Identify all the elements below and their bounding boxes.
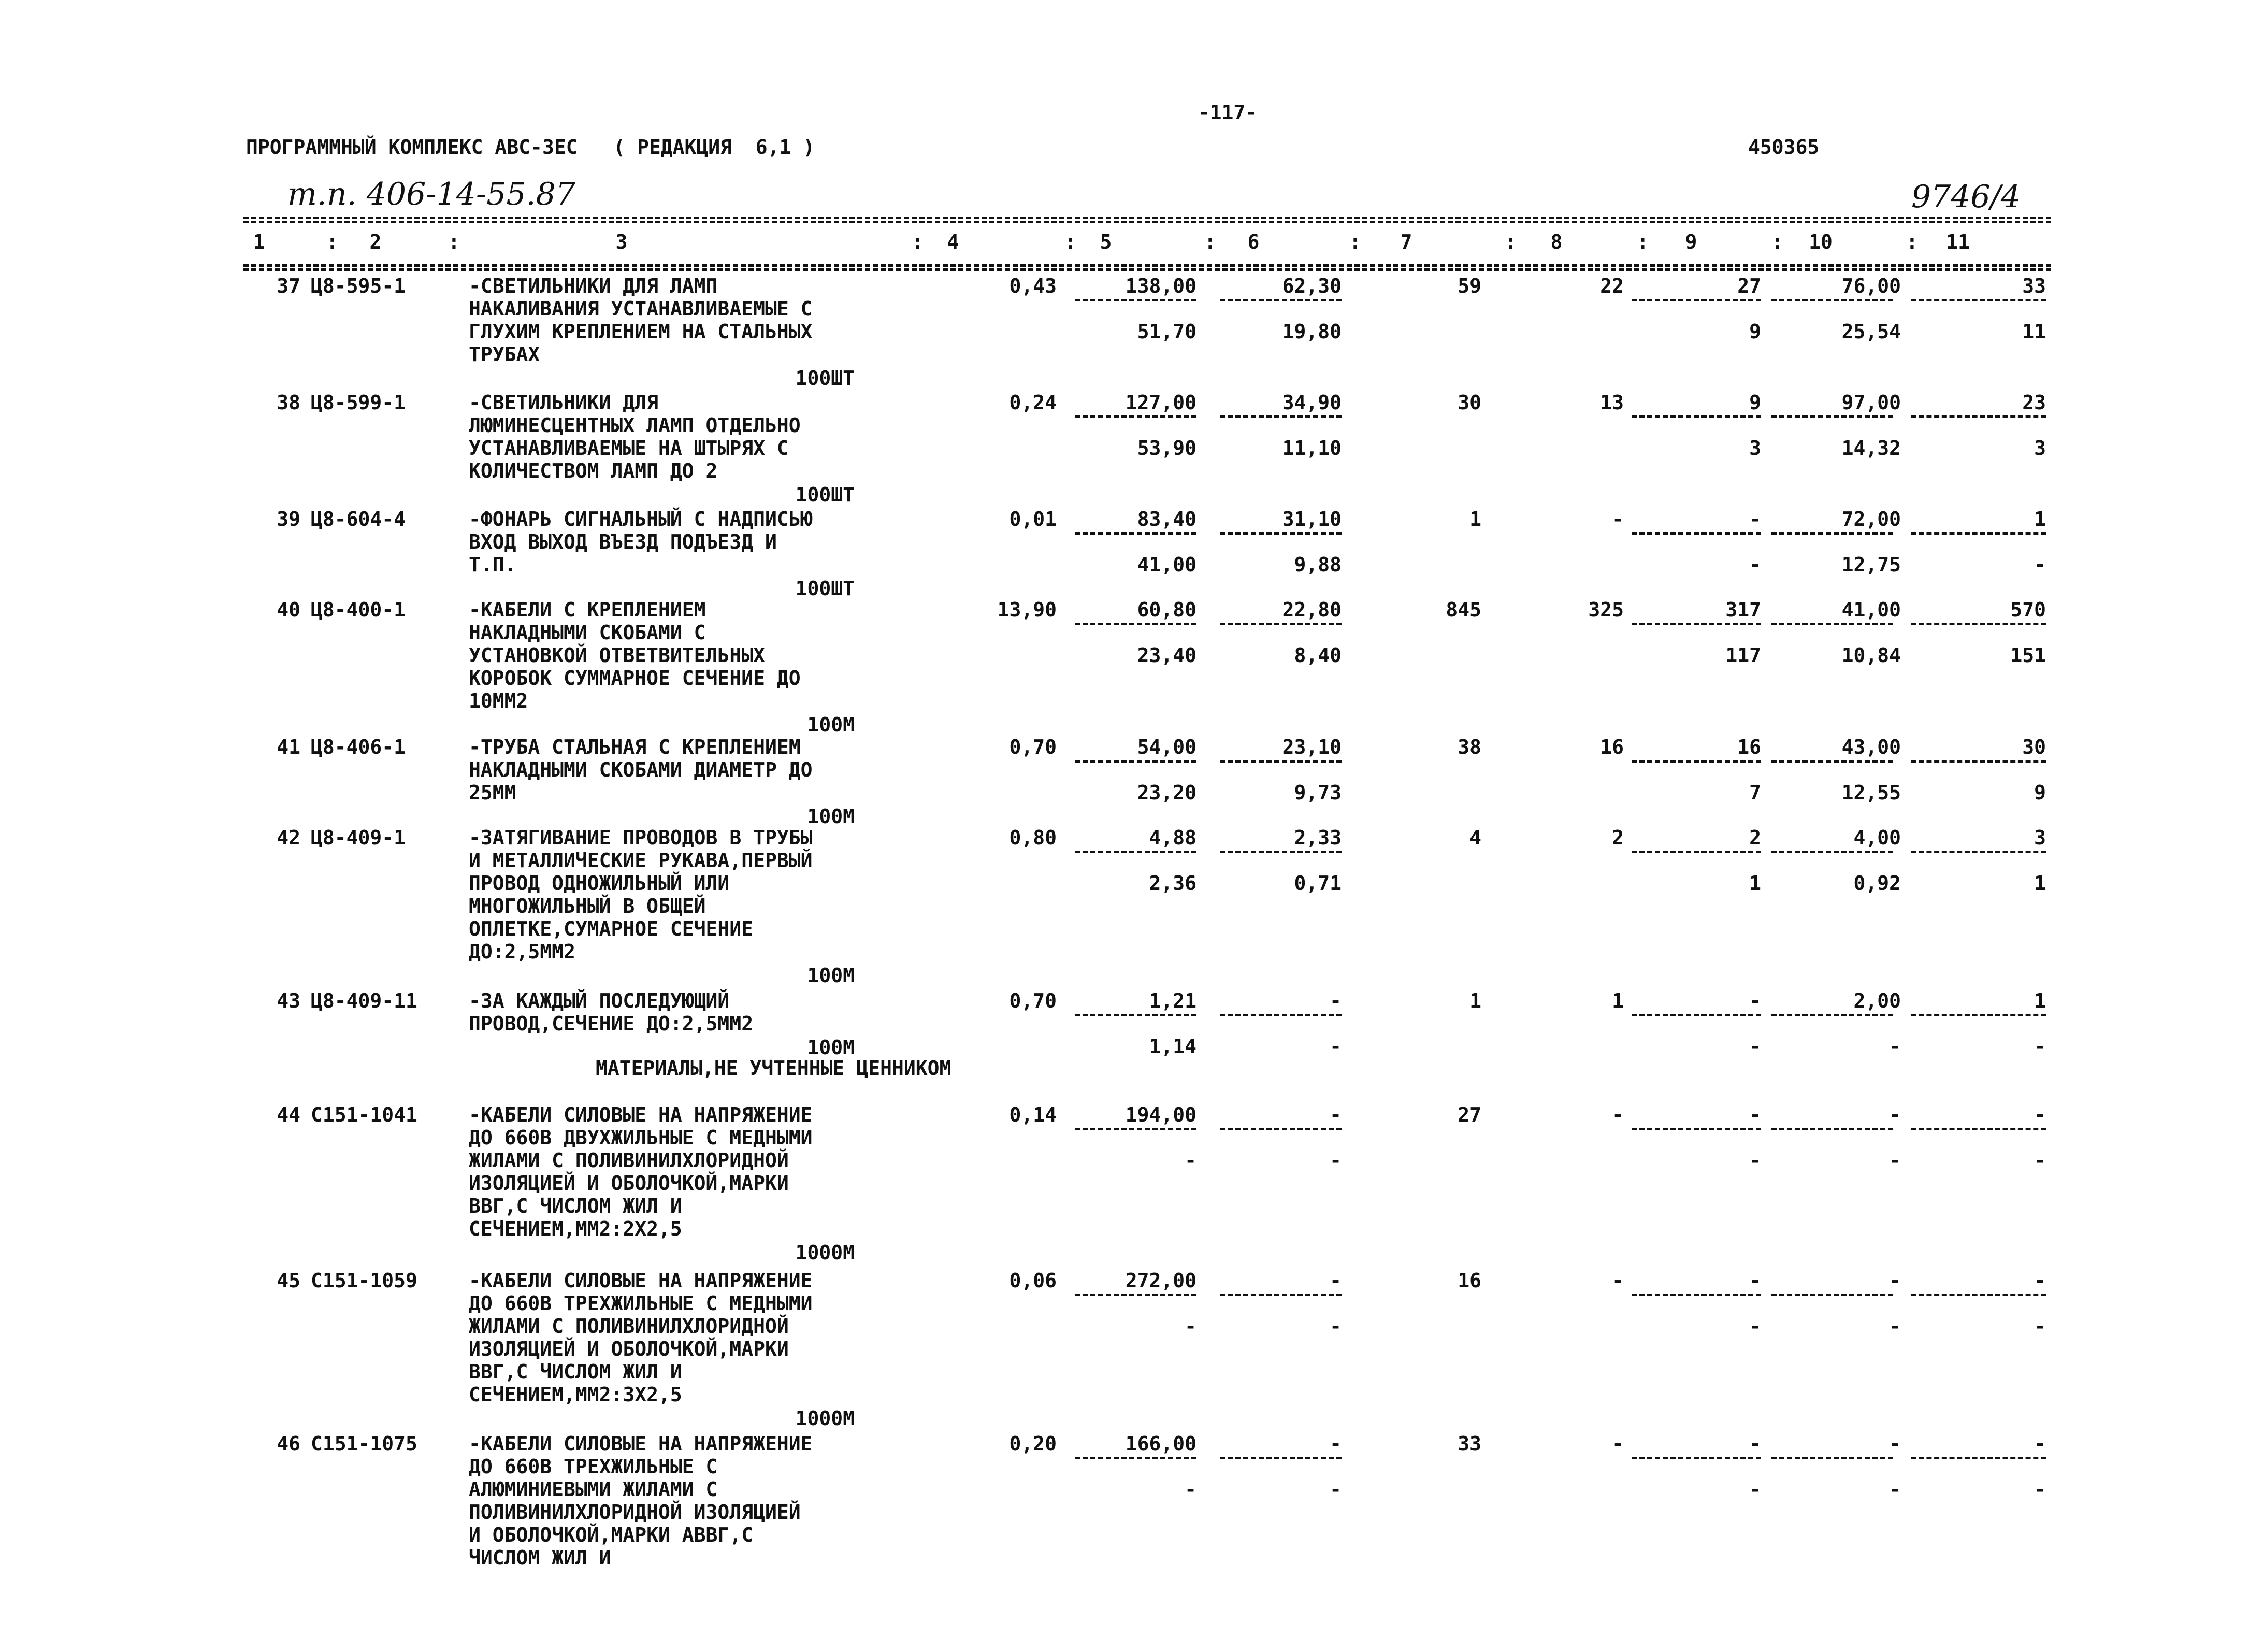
handwritten-project-number: т.п. 406-14-55.87 bbox=[287, 176, 575, 212]
header-rule-bottom-2 bbox=[243, 268, 2051, 271]
row-description-line: СЕЧЕНИЕМ,ММ2:3Х2,5 bbox=[469, 1383, 682, 1406]
row-value-c10: 76,00 bbox=[1841, 275, 1901, 297]
row-value-c6: - bbox=[1330, 989, 1342, 1012]
row-value-c11b: 1 bbox=[2034, 872, 2046, 895]
row-description-line: СЕЧЕНИЕМ,ММ2:2Х2,5 bbox=[469, 1217, 682, 1240]
row-description-line: ИЗОЛЯЦИЕЙ И ОБОЛОЧКОЙ,МАРКИ bbox=[469, 1172, 789, 1195]
handwritten-sheet-code: 9746/4 bbox=[1911, 179, 2021, 215]
row-value-c4: 0,24 bbox=[1009, 391, 1057, 414]
row-value-c5b: 53,90 bbox=[1137, 437, 1196, 459]
row-value-c7: 27 bbox=[1458, 1103, 1481, 1126]
row-value-divider bbox=[1632, 1014, 1761, 1016]
row-value-c11b: 9 bbox=[2034, 781, 2046, 804]
row-value-c4: 0,43 bbox=[1009, 275, 1057, 297]
row-number: 42 bbox=[277, 826, 300, 849]
row-value-c11: 30 bbox=[2022, 736, 2046, 758]
row-value-c10: - bbox=[1889, 1432, 1901, 1455]
row-value-c6b: 19,80 bbox=[1282, 320, 1342, 343]
row-unit: 1000М bbox=[795, 1407, 855, 1430]
row-value-c9: - bbox=[1749, 508, 1761, 530]
row-value-c10: 43,00 bbox=[1841, 736, 1901, 758]
row-description-line: -СВЕТИЛЬНИКИ ДЛЯ bbox=[469, 391, 659, 414]
row-value-divider bbox=[1075, 299, 1196, 301]
row-value-divider bbox=[1075, 623, 1196, 625]
row-value-c5b: 51,70 bbox=[1137, 320, 1196, 343]
row-value-c4: 0,70 bbox=[1009, 989, 1057, 1012]
row-description-line: ИЗОЛЯЦИЕЙ И ОБОЛОЧКОЙ,МАРКИ bbox=[469, 1338, 789, 1360]
row-value-c11b: - bbox=[2034, 1149, 2046, 1172]
row-value-c6: 31,10 bbox=[1282, 508, 1342, 530]
row-value-c5b: 2,36 bbox=[1149, 872, 1196, 895]
row-value-divider bbox=[1075, 1294, 1196, 1296]
column-header-1: 1 bbox=[253, 231, 265, 253]
row-value-c6b: 11,10 bbox=[1282, 437, 1342, 459]
row-value-c8: 1 bbox=[1612, 989, 1624, 1012]
row-description-line: ПРОВОД ОДНОЖИЛЬНЫЙ ИЛИ bbox=[469, 872, 730, 895]
row-value-c4: 0,06 bbox=[1009, 1269, 1057, 1292]
row-value-c9b: - bbox=[1749, 1315, 1761, 1338]
row-value-divider bbox=[1632, 415, 1761, 418]
row-description-line: ВВГ,С ЧИСЛОМ ЖИЛ И bbox=[469, 1195, 682, 1217]
column-separator: : bbox=[1349, 231, 1361, 253]
row-value-c6: - bbox=[1330, 1103, 1342, 1126]
row-value-c9b: 3 bbox=[1749, 437, 1761, 459]
row-value-c11b: 11 bbox=[2022, 320, 2046, 343]
row-value-c11b: - bbox=[2034, 1035, 2046, 1058]
row-value-c9: - bbox=[1749, 1103, 1761, 1126]
row-value-c7: 1 bbox=[1469, 508, 1481, 530]
row-value-c8: 13 bbox=[1600, 391, 1624, 414]
row-description-line: НАКАЛИВАНИЯ УСТАНАВЛИВАЕМЫЕ С bbox=[469, 297, 813, 320]
row-value-c10b: 0,92 bbox=[1853, 872, 1901, 895]
row-value-c8: 325 bbox=[1588, 598, 1624, 621]
row-value-divider bbox=[1632, 851, 1761, 853]
row-value-c6b: - bbox=[1330, 1035, 1342, 1058]
row-value-c6: 23,10 bbox=[1282, 736, 1342, 758]
row-description-line: ЧИСЛОМ ЖИЛ И bbox=[469, 1546, 611, 1569]
row-value-c9b: - bbox=[1749, 1035, 1761, 1058]
row-value-divider bbox=[1220, 851, 1342, 853]
row-value-divider bbox=[1771, 299, 1893, 301]
column-separator: : bbox=[326, 231, 338, 253]
row-description-line: -КАБЕЛИ С КРЕПЛЕНИЕМ bbox=[469, 598, 706, 621]
row-value-divider bbox=[1075, 532, 1196, 535]
row-code: С151-1059 bbox=[311, 1269, 417, 1292]
row-value-c10: - bbox=[1889, 1269, 1901, 1292]
column-header-10: 10 bbox=[1809, 231, 1833, 253]
row-unit: 1000М bbox=[795, 1241, 855, 1264]
row-value-divider bbox=[1911, 532, 2046, 535]
row-value-c5: 194,00 bbox=[1125, 1103, 1196, 1126]
column-separator: : bbox=[1505, 231, 1517, 253]
row-number: 46 bbox=[277, 1432, 300, 1455]
header-rule-top bbox=[243, 217, 2051, 219]
column-header-3: 3 bbox=[615, 231, 628, 253]
row-description-line: -КАБЕЛИ СИЛОВЫЕ НА НАПРЯЖЕНИЕ bbox=[469, 1103, 813, 1126]
row-value-c5b: 23,20 bbox=[1137, 781, 1196, 804]
row-description-line: АЛЮМИНИЕВЫМИ ЖИЛАМИ С bbox=[469, 1478, 718, 1501]
row-value-divider bbox=[1771, 1294, 1893, 1296]
row-value-divider bbox=[1220, 1014, 1342, 1016]
row-code: Ц8-409-1 bbox=[311, 826, 406, 849]
row-description-line: УСТАНАВЛИВАЕМЫЕ НА ШТЫРЯХ С bbox=[469, 437, 789, 459]
row-value-c7: 4 bbox=[1469, 826, 1481, 849]
row-value-divider bbox=[1911, 623, 2046, 625]
row-unit: 100М bbox=[807, 964, 855, 987]
row-description-line: ГЛУХИМ КРЕПЛЕНИЕМ НА СТАЛЬНЫХ bbox=[469, 320, 813, 343]
row-unit: 100ШТ bbox=[795, 367, 855, 390]
column-header-2: 2 bbox=[369, 231, 382, 253]
row-value-c7: 16 bbox=[1458, 1269, 1481, 1292]
row-value-c6b: - bbox=[1330, 1478, 1342, 1501]
row-value-c7: 845 bbox=[1446, 598, 1481, 621]
row-value-c4: 0,20 bbox=[1009, 1432, 1057, 1455]
row-value-divider bbox=[1911, 1014, 2046, 1016]
row-value-c11: 3 bbox=[2034, 826, 2046, 849]
row-description-line: -ЗА КАЖДЫЙ ПОСЛЕДУЮЩИЙ bbox=[469, 989, 730, 1012]
page-number: -117- bbox=[1198, 101, 1258, 124]
row-description-line: УСТАНОВКОЙ ОТВЕТВИТЕЛЬНЫХ bbox=[469, 644, 765, 667]
column-separator: : bbox=[1637, 231, 1649, 253]
row-value-divider bbox=[1632, 532, 1761, 535]
row-unit: 100М bbox=[807, 713, 855, 736]
row-unit: 100М bbox=[807, 1036, 855, 1059]
row-value-c9: 27 bbox=[1737, 275, 1761, 297]
row-value-c6: - bbox=[1330, 1269, 1342, 1292]
row-value-c6b: 9,88 bbox=[1294, 553, 1342, 576]
row-value-c10: 2,00 bbox=[1853, 989, 1901, 1012]
row-value-c5b: 41,00 bbox=[1137, 553, 1196, 576]
row-value-c11: - bbox=[2034, 1269, 2046, 1292]
row-value-divider bbox=[1911, 299, 2046, 301]
row-value-c6: 2,33 bbox=[1294, 826, 1342, 849]
row-value-c11: 570 bbox=[2010, 598, 2046, 621]
row-description-line: ДО 660В ТРЕХЖИЛЬНЫЕ С МЕДНЫМИ bbox=[469, 1292, 813, 1315]
row-value-c10: - bbox=[1889, 1103, 1901, 1126]
row-value-c8: 2 bbox=[1612, 826, 1624, 849]
row-value-c8: - bbox=[1612, 508, 1624, 530]
row-value-c5: 54,00 bbox=[1137, 736, 1196, 758]
row-value-divider bbox=[1911, 1457, 2046, 1459]
row-description-line: КОЛИЧЕСТВОМ ЛАМП ДО 2 bbox=[469, 459, 718, 482]
row-value-divider bbox=[1632, 1294, 1761, 1296]
row-value-c5: 4,88 bbox=[1149, 826, 1196, 849]
row-value-c8: - bbox=[1612, 1103, 1624, 1126]
row-description-line: ЖИЛАМИ С ПОЛИВИНИЛХЛОРИДНОЙ bbox=[469, 1315, 789, 1338]
row-number: 44 bbox=[277, 1103, 300, 1126]
row-value-c10b: - bbox=[1889, 1315, 1901, 1338]
row-value-divider bbox=[1632, 623, 1761, 625]
row-value-c9: 2 bbox=[1749, 826, 1761, 849]
row-value-divider bbox=[1075, 1128, 1196, 1130]
row-value-c11b: - bbox=[2034, 1478, 2046, 1501]
row-description-line: ДО 660В ТРЕХЖИЛЬНЫЕ С bbox=[469, 1455, 718, 1478]
header-rule-bottom bbox=[243, 264, 2051, 267]
row-value-c7: 38 bbox=[1458, 736, 1481, 758]
row-value-c5b: 1,14 bbox=[1149, 1035, 1196, 1058]
row-value-c10b: 14,32 bbox=[1841, 437, 1901, 459]
row-value-c6b: 9,73 bbox=[1294, 781, 1342, 804]
row-description-line: ДО:2,5ММ2 bbox=[469, 940, 575, 963]
row-value-divider bbox=[1632, 1457, 1761, 1459]
row-value-c11: 23 bbox=[2022, 391, 2046, 414]
row-value-divider bbox=[1075, 1014, 1196, 1016]
row-value-c10: 97,00 bbox=[1841, 391, 1901, 414]
row-value-divider bbox=[1771, 415, 1893, 418]
row-description-line: -КАБЕЛИ СИЛОВЫЕ НА НАПРЯЖЕНИЕ bbox=[469, 1269, 813, 1292]
row-value-c11: 1 bbox=[2034, 508, 2046, 530]
row-value-divider bbox=[1220, 299, 1342, 301]
row-value-divider bbox=[1911, 851, 2046, 853]
column-header-4: 4 bbox=[947, 231, 959, 253]
row-value-divider bbox=[1911, 1294, 2046, 1296]
row-value-divider bbox=[1771, 532, 1893, 535]
row-description-line: ПРОВОД,СЕЧЕНИЕ ДО:2,5ММ2 bbox=[469, 1012, 754, 1035]
row-value-c7: 59 bbox=[1458, 275, 1481, 297]
row-value-divider bbox=[1771, 1457, 1893, 1459]
row-description-line: И ОБОЛОЧКОЙ,МАРКИ АВВГ,С bbox=[469, 1524, 754, 1546]
row-value-divider bbox=[1075, 760, 1196, 763]
row-value-divider bbox=[1771, 760, 1893, 763]
row-value-divider bbox=[1220, 1457, 1342, 1459]
row-code: Ц8-406-1 bbox=[311, 736, 406, 758]
row-number: 41 bbox=[277, 736, 300, 758]
row-value-c5: 166,00 bbox=[1125, 1432, 1196, 1455]
row-value-divider bbox=[1075, 1457, 1196, 1459]
row-description-line: ВХОД ВЫХОД ВЪЕЗД ПОДЪЕЗД И bbox=[469, 530, 777, 553]
row-description-line: -СВЕТИЛЬНИКИ ДЛЯ ЛАМП bbox=[469, 275, 718, 297]
section-heading: МАТЕРИАЛЫ,НЕ УЧТЕННЫЕ ЦЕННИКОМ bbox=[596, 1057, 951, 1080]
row-description-line: ЛЮМИНЕСЦЕНТНЫХ ЛАМП ОТДЕЛЬНО bbox=[469, 414, 801, 437]
row-unit: 100М bbox=[807, 805, 855, 828]
row-value-c5: 127,00 bbox=[1125, 391, 1196, 414]
row-number: 38 bbox=[277, 391, 300, 414]
row-value-divider bbox=[1911, 1128, 2046, 1130]
row-value-divider bbox=[1220, 415, 1342, 418]
row-value-c9: - bbox=[1749, 1432, 1761, 1455]
row-description-line: -КАБЕЛИ СИЛОВЫЕ НА НАПРЯЖЕНИЕ bbox=[469, 1432, 813, 1455]
row-unit: 100ШТ bbox=[795, 577, 855, 600]
row-number: 45 bbox=[277, 1269, 300, 1292]
row-value-c10: 72,00 bbox=[1841, 508, 1901, 530]
row-value-c9: - bbox=[1749, 1269, 1761, 1292]
row-value-c5b: - bbox=[1185, 1149, 1196, 1172]
row-description-line: ОПЛЕТКЕ,СУМАРНОЕ СЕЧЕНИЕ bbox=[469, 917, 754, 940]
column-header-9: 9 bbox=[1685, 231, 1697, 253]
row-description-line: КОРОБОК СУММАРНОЕ СЕЧЕНИЕ ДО bbox=[469, 667, 801, 689]
row-value-c6: 34,90 bbox=[1282, 391, 1342, 414]
row-value-c4: 0,01 bbox=[1009, 508, 1057, 530]
row-value-divider bbox=[1911, 415, 2046, 418]
row-value-divider bbox=[1220, 1128, 1342, 1130]
row-code: Ц8-400-1 bbox=[311, 598, 406, 621]
row-value-c10b: - bbox=[1889, 1035, 1901, 1058]
row-value-divider bbox=[1771, 851, 1893, 853]
row-value-c10b: 25,54 bbox=[1841, 320, 1901, 343]
row-value-c5: 83,40 bbox=[1137, 508, 1196, 530]
row-value-c9b: 7 bbox=[1749, 781, 1761, 804]
column-header-8: 8 bbox=[1550, 231, 1563, 253]
row-value-c7: 30 bbox=[1458, 391, 1481, 414]
column-header-7: 7 bbox=[1400, 231, 1412, 253]
row-value-c6b: 8,40 bbox=[1294, 644, 1342, 667]
row-value-c7: 33 bbox=[1458, 1432, 1481, 1455]
row-description-line: ДО 660В ДВУХЖИЛЬНЫЕ С МЕДНЫМИ bbox=[469, 1126, 813, 1149]
row-value-c5b: 23,40 bbox=[1137, 644, 1196, 667]
doc-number: 450365 bbox=[1748, 136, 1820, 159]
column-header-5: 5 bbox=[1100, 231, 1112, 253]
row-code: Ц8-599-1 bbox=[311, 391, 406, 414]
row-number: 40 bbox=[277, 598, 300, 621]
row-value-c4: 13,90 bbox=[997, 598, 1057, 621]
row-value-c10b: - bbox=[1889, 1149, 1901, 1172]
row-value-c9b: - bbox=[1749, 553, 1761, 576]
header-rule-top-2 bbox=[243, 221, 2051, 223]
row-value-divider bbox=[1771, 1014, 1893, 1016]
row-value-divider bbox=[1220, 1294, 1342, 1296]
row-value-c5: 272,00 bbox=[1125, 1269, 1196, 1292]
row-description-line: НАКЛАДНЫМИ СКОБАМИ ДИАМЕТР ДО bbox=[469, 758, 813, 781]
row-value-divider bbox=[1911, 760, 2046, 763]
column-separator: : bbox=[1771, 231, 1783, 253]
row-value-c11: - bbox=[2034, 1103, 2046, 1126]
row-value-c11: - bbox=[2034, 1432, 2046, 1455]
row-value-divider bbox=[1220, 623, 1342, 625]
row-value-divider bbox=[1220, 760, 1342, 763]
row-description-line: И МЕТАЛЛИЧЕСКИЕ РУКАВА,ПЕРВЫЙ bbox=[469, 849, 813, 872]
row-description-line: Т.П. bbox=[469, 553, 516, 576]
row-value-c5b: - bbox=[1185, 1315, 1196, 1338]
row-value-c8: - bbox=[1612, 1432, 1624, 1455]
row-value-c11: 1 bbox=[2034, 989, 2046, 1012]
row-value-c5: 138,00 bbox=[1125, 275, 1196, 297]
row-value-divider bbox=[1771, 1128, 1893, 1130]
row-code: С151-1075 bbox=[311, 1432, 417, 1455]
row-number: 37 bbox=[277, 275, 300, 297]
row-value-c9b: - bbox=[1749, 1149, 1761, 1172]
row-value-c6: - bbox=[1330, 1432, 1342, 1455]
row-value-c6: 62,30 bbox=[1282, 275, 1342, 297]
row-value-c9: 9 bbox=[1749, 391, 1761, 414]
row-value-c7: 1 bbox=[1469, 989, 1481, 1012]
row-value-c11b: 3 bbox=[2034, 437, 2046, 459]
row-value-c9b: - bbox=[1749, 1478, 1761, 1501]
column-separator: : bbox=[448, 231, 460, 253]
row-value-c4: 0,70 bbox=[1009, 736, 1057, 758]
program-title: ПРОГРАММНЫЙ КОМПЛЕКС АВС-3ЕС ( РЕДАКЦИЯ 6,1 ) bbox=[246, 136, 815, 159]
row-value-c6: 22,80 bbox=[1282, 598, 1342, 621]
row-description-line: МНОГОЖИЛЬНЫЙ В ОБЩЕЙ bbox=[469, 895, 706, 917]
row-description-line: -ФОНАРЬ СИГНАЛЬНЫЙ С НАДПИСЬЮ bbox=[469, 508, 813, 530]
column-separator: : bbox=[912, 231, 924, 253]
row-description-line: ВВГ,С ЧИСЛОМ ЖИЛ И bbox=[469, 1360, 682, 1383]
row-value-c5b: - bbox=[1185, 1478, 1196, 1501]
row-value-divider bbox=[1220, 532, 1342, 535]
row-description-line: -ТРУБА СТАЛЬНАЯ С КРЕПЛЕНИЕМ bbox=[469, 736, 801, 758]
row-value-c4: 0,14 bbox=[1009, 1103, 1057, 1126]
row-value-c9: 16 bbox=[1737, 736, 1761, 758]
row-value-c6b: 0,71 bbox=[1294, 872, 1342, 895]
row-value-c9b: 1 bbox=[1749, 872, 1761, 895]
column-separator: : bbox=[1204, 231, 1216, 253]
row-value-c10: 4,00 bbox=[1853, 826, 1901, 849]
row-value-c10b: 12,75 bbox=[1841, 553, 1901, 576]
column-header-11: 11 bbox=[1946, 231, 1970, 253]
row-description-line: ТРУБАХ bbox=[469, 343, 540, 366]
row-value-c9b: 9 bbox=[1749, 320, 1761, 343]
row-description-line: -ЗАТЯГИВАНИЕ ПРОВОДОВ В ТРУБЫ bbox=[469, 826, 813, 849]
row-value-c9: 317 bbox=[1725, 598, 1761, 621]
row-value-c10b: 12,55 bbox=[1841, 781, 1901, 804]
row-code: Ц8-409-11 bbox=[311, 989, 417, 1012]
row-value-c11: 33 bbox=[2022, 275, 2046, 297]
row-value-c11b: - bbox=[2034, 553, 2046, 576]
row-description-line: ЖИЛАМИ С ПОЛИВИНИЛХЛОРИДНОЙ bbox=[469, 1149, 789, 1172]
row-code: Ц8-595-1 bbox=[311, 275, 406, 297]
row-value-c9: - bbox=[1749, 989, 1761, 1012]
row-value-divider bbox=[1632, 760, 1761, 763]
row-value-c11b: 151 bbox=[2010, 644, 2046, 667]
row-value-c8: 16 bbox=[1600, 736, 1624, 758]
row-value-c6b: - bbox=[1330, 1149, 1342, 1172]
column-separator: : bbox=[1064, 231, 1076, 253]
row-number: 39 bbox=[277, 508, 300, 530]
row-value-c5: 1,21 bbox=[1149, 989, 1196, 1012]
row-value-c10b: - bbox=[1889, 1478, 1901, 1501]
row-value-c8: 22 bbox=[1600, 275, 1624, 297]
column-separator: : bbox=[1906, 231, 1918, 253]
row-description-line: 25ММ bbox=[469, 781, 516, 804]
row-description-line: НАКЛАДНЫМИ СКОБАМИ С bbox=[469, 621, 706, 644]
row-description-line: ПОЛИВИНИЛХЛОРИДНОЙ ИЗОЛЯЦИЕЙ bbox=[469, 1501, 801, 1524]
row-value-divider bbox=[1632, 1128, 1761, 1130]
row-value-c11b: - bbox=[2034, 1315, 2046, 1338]
row-code: С151-1041 bbox=[311, 1103, 417, 1126]
row-value-c10b: 10,84 bbox=[1841, 644, 1901, 667]
row-value-divider bbox=[1075, 415, 1196, 418]
row-value-c6b: - bbox=[1330, 1315, 1342, 1338]
column-header-6: 6 bbox=[1247, 231, 1260, 253]
row-value-divider bbox=[1771, 623, 1893, 625]
row-value-divider bbox=[1632, 299, 1761, 301]
row-description-line: 10ММ2 bbox=[469, 689, 528, 712]
row-value-c4: 0,80 bbox=[1009, 826, 1057, 849]
row-value-divider bbox=[1075, 851, 1196, 853]
row-value-c10: 41,00 bbox=[1841, 598, 1901, 621]
row-value-c5: 60,80 bbox=[1137, 598, 1196, 621]
row-value-c8: - bbox=[1612, 1269, 1624, 1292]
row-number: 43 bbox=[277, 989, 300, 1012]
row-value-c9b: 117 bbox=[1725, 644, 1761, 667]
row-unit: 100ШТ bbox=[795, 483, 855, 506]
row-code: Ц8-604-4 bbox=[311, 508, 406, 530]
